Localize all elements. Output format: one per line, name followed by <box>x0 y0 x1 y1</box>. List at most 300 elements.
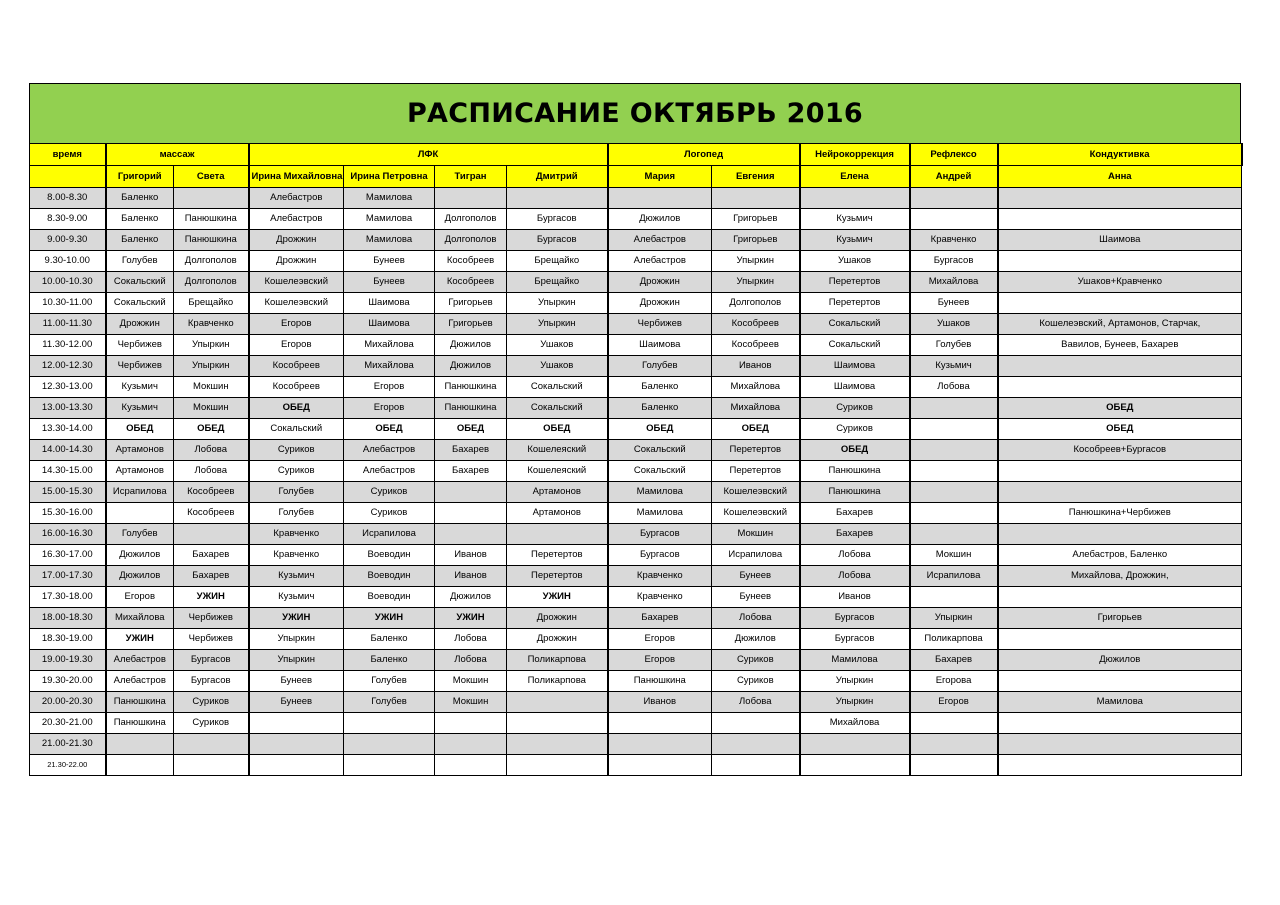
table-cell: Шаимова <box>800 356 910 377</box>
table-cell: Мамилова <box>344 188 435 209</box>
table-cell: Бахарев <box>435 461 507 482</box>
table-cell: Вавилов, Бунеев, Бахарев <box>998 335 1242 356</box>
table-cell <box>507 188 608 209</box>
table-cell: Шаимова <box>608 335 712 356</box>
table-cell: Алебастров <box>608 230 712 251</box>
table-cell: Бахарев <box>608 608 712 629</box>
time-cell: 10.30-11.00 <box>30 293 106 314</box>
table-cell: ОБЕД <box>106 419 174 440</box>
table-cell: Панюшкина <box>435 398 507 419</box>
table-cell: Кравченко <box>249 524 344 545</box>
staff-header-cell: Анна <box>998 166 1242 188</box>
table-cell: Упыркин <box>910 608 998 629</box>
table-cell <box>435 713 507 734</box>
table-cell: Дюжилов <box>106 545 174 566</box>
table-cell: Бунеев <box>344 251 435 272</box>
table-cell: Егоров <box>106 587 174 608</box>
table-cell: Долгополов <box>712 293 800 314</box>
table-cell: Баленко <box>608 398 712 419</box>
group-header-cell: Нейрокоррекция <box>800 144 910 166</box>
table-cell: Кузьмич <box>800 209 910 230</box>
table-cell: Исрапилова <box>344 524 435 545</box>
table-cell: Дюжилов <box>435 335 507 356</box>
table-cell <box>998 587 1242 608</box>
table-cell: Артамонов <box>106 440 174 461</box>
table-cell: Михайлова, Дрожжин, <box>998 566 1242 587</box>
table-cell: Бахарев <box>174 545 249 566</box>
table-cell: Егоров <box>249 335 344 356</box>
table-cell: Чербижев <box>174 629 249 650</box>
table-cell: Кособреев+Бургасов <box>998 440 1242 461</box>
table-cell: Воеводин <box>344 587 435 608</box>
table-cell: УЖИН <box>507 587 608 608</box>
table-cell: Суриков <box>174 692 249 713</box>
table-cell: Голубев <box>106 524 174 545</box>
table-row <box>30 566 1242 587</box>
table-cell: Кошелеяский <box>507 440 608 461</box>
table-cell: Шаимова <box>800 377 910 398</box>
table-row <box>30 188 1242 209</box>
table-cell: Сокальский <box>106 293 174 314</box>
table-cell: Иванов <box>435 545 507 566</box>
table-cell: Голубев <box>344 671 435 692</box>
table-cell <box>998 251 1242 272</box>
table-cell: Бургасов <box>507 230 608 251</box>
table-cell: Бургасов <box>174 671 249 692</box>
table-row <box>30 314 1242 335</box>
table-cell: Алебастров <box>106 650 174 671</box>
table-cell <box>998 461 1242 482</box>
table-cell <box>608 188 712 209</box>
table-cell: Панюшкина <box>608 671 712 692</box>
table-cell <box>910 209 998 230</box>
table-cell: Суриков <box>249 461 344 482</box>
table-row <box>30 293 1242 314</box>
table-cell: ОБЕД <box>435 419 507 440</box>
table-cell: Артамонов <box>106 461 174 482</box>
table-cell: Егоров <box>249 314 344 335</box>
table-row <box>30 482 1242 503</box>
table-row <box>30 377 1242 398</box>
table-cell <box>174 524 249 545</box>
table-cell <box>106 755 174 776</box>
table-cell: Лобова <box>435 629 507 650</box>
time-cell: 21.00-21.30 <box>30 734 106 755</box>
table-cell: Кособреев <box>174 482 249 503</box>
table-cell: Лобова <box>712 692 800 713</box>
table-cell: Бургасов <box>800 629 910 650</box>
table-cell: Егоров <box>608 650 712 671</box>
table-cell: Сокальский <box>507 377 608 398</box>
table-cell <box>800 755 910 776</box>
table-cell: Упыркин <box>249 629 344 650</box>
table-row <box>30 650 1242 671</box>
table-cell: Голубев <box>344 692 435 713</box>
table-cell: Бунеев <box>712 566 800 587</box>
table-row <box>30 209 1242 230</box>
table-cell: Михайлова <box>800 713 910 734</box>
table-cell: Упыркин <box>174 356 249 377</box>
staff-header-cell: Ирина Михайловна <box>249 166 344 188</box>
group-header-cell: время <box>30 144 106 166</box>
table-cell: ОБЕД <box>998 419 1242 440</box>
table-cell: Бунеев <box>712 587 800 608</box>
table-cell: Поликарпова <box>507 650 608 671</box>
table-cell <box>910 734 998 755</box>
table-cell: Дрожжин <box>249 230 344 251</box>
table-cell: Алебастров, Баленко <box>998 545 1242 566</box>
table-cell: Кравченко <box>608 587 712 608</box>
table-cell: Суриков <box>249 440 344 461</box>
table-cell <box>344 734 435 755</box>
table-cell <box>998 755 1242 776</box>
table-cell: Михайлова <box>106 608 174 629</box>
table-cell: ОБЕД <box>800 440 910 461</box>
table-cell: Упыркин <box>800 671 910 692</box>
table-cell <box>910 524 998 545</box>
table-cell: Кравченко <box>910 230 998 251</box>
time-cell: 8.00-8.30 <box>30 188 106 209</box>
table-row <box>30 356 1242 377</box>
table-cell <box>998 524 1242 545</box>
table-cell: Мокшин <box>435 671 507 692</box>
table-cell: Ушаков <box>910 314 998 335</box>
table-cell: Мокшин <box>435 692 507 713</box>
table-cell: Суриков <box>712 650 800 671</box>
table-cell: Упыркин <box>507 314 608 335</box>
table-cell: Лобова <box>800 566 910 587</box>
table-cell: Егоров <box>344 377 435 398</box>
table-cell: Артамонов <box>507 503 608 524</box>
table-cell: Чербижев <box>608 314 712 335</box>
table-cell <box>507 692 608 713</box>
table-cell: Григорьев <box>712 230 800 251</box>
table-cell: ОБЕД <box>174 419 249 440</box>
table-row <box>30 524 1242 545</box>
time-cell: 17.30-18.00 <box>30 587 106 608</box>
table-cell: Кравченко <box>608 566 712 587</box>
time-cell: 16.30-17.00 <box>30 545 106 566</box>
staff-header-cell: Григорий <box>106 166 174 188</box>
table-cell <box>249 755 344 776</box>
table-cell: Шаимова <box>344 314 435 335</box>
table-cell <box>174 734 249 755</box>
group-header-cell: Рефлексо <box>910 144 998 166</box>
table-cell: Панюшкина <box>106 713 174 734</box>
table-cell: Кошелеэвский <box>712 503 800 524</box>
table-cell: Дрожжин <box>106 314 174 335</box>
table-cell: Григорьев <box>435 314 507 335</box>
table-cell: Баленко <box>106 209 174 230</box>
table-cell: Михайлова <box>712 377 800 398</box>
table-cell: Упыркин <box>712 251 800 272</box>
table-cell: Панюшкина <box>174 230 249 251</box>
table-cell: Долгополов <box>174 251 249 272</box>
staff-header-cell: Евгения <box>712 166 800 188</box>
table-cell: Кособреев <box>712 314 800 335</box>
title-bar <box>29 83 1241 143</box>
time-cell: 9.00-9.30 <box>30 230 106 251</box>
table-cell <box>249 713 344 734</box>
table-cell: Панюшкина <box>800 482 910 503</box>
table-cell: Упыркин <box>507 293 608 314</box>
table-cell: Михайлова <box>344 335 435 356</box>
table-cell: Панюшкина <box>174 209 249 230</box>
table-cell: Дрожжин <box>249 251 344 272</box>
table-cell: Алебастров <box>344 461 435 482</box>
table-cell <box>800 734 910 755</box>
table-cell: УЖИН <box>106 629 174 650</box>
schedule-body <box>30 144 1242 776</box>
staff-header-row <box>30 166 1242 188</box>
table-row <box>30 503 1242 524</box>
table-cell: Кузьмич <box>800 230 910 251</box>
table-cell: Сокальский <box>249 419 344 440</box>
table-cell: Баленко <box>106 188 174 209</box>
table-cell <box>998 671 1242 692</box>
table-cell <box>910 419 998 440</box>
table-cell: Баленко <box>344 650 435 671</box>
table-cell: Иванов <box>800 587 910 608</box>
table-cell: Бунеев <box>344 272 435 293</box>
time-cell: 11.00-11.30 <box>30 314 106 335</box>
table-cell <box>712 188 800 209</box>
table-cell: Панюшкина+Чербижев <box>998 503 1242 524</box>
table-cell: Исрапилова <box>106 482 174 503</box>
table-cell <box>608 755 712 776</box>
time-cell: 18.30-19.00 <box>30 629 106 650</box>
table-cell: Кошелеэвский, Артамонов, Старчак, <box>998 314 1242 335</box>
table-cell: Лобова <box>174 461 249 482</box>
table-cell <box>998 188 1242 209</box>
staff-header-cell <box>30 166 106 188</box>
table-cell: Мамилова <box>998 692 1242 713</box>
time-cell: 9.30-10.00 <box>30 251 106 272</box>
table-cell: Мокшин <box>712 524 800 545</box>
table-cell: Суриков <box>800 398 910 419</box>
table-cell: Егоров <box>910 692 998 713</box>
table-cell: Кособреев <box>435 272 507 293</box>
time-cell: 19.30-20.00 <box>30 671 106 692</box>
time-cell: 13.00-13.30 <box>30 398 106 419</box>
staff-header-cell: Елена <box>800 166 910 188</box>
schedule-table <box>29 143 1243 776</box>
table-cell: Брещайко <box>507 251 608 272</box>
table-cell: ОБЕД <box>998 398 1242 419</box>
table-cell: Алебастров <box>249 209 344 230</box>
table-cell <box>998 734 1242 755</box>
table-cell: Дюжилов <box>435 356 507 377</box>
table-cell: Кособреев <box>712 335 800 356</box>
table-cell: Долгополов <box>435 209 507 230</box>
table-row <box>30 587 1242 608</box>
table-cell: Голубев <box>249 503 344 524</box>
time-cell: 8.30-9.00 <box>30 209 106 230</box>
table-cell: Кравченко <box>174 314 249 335</box>
table-row <box>30 230 1242 251</box>
table-cell <box>910 440 998 461</box>
table-cell: Упыркин <box>249 650 344 671</box>
table-row <box>30 461 1242 482</box>
time-cell: 15.00-15.30 <box>30 482 106 503</box>
table-cell: Мамилова <box>800 650 910 671</box>
time-cell: 10.00-10.30 <box>30 272 106 293</box>
table-cell: Суриков <box>344 503 435 524</box>
group-header-cell: Логопед <box>608 144 800 166</box>
table-cell: Дрожжин <box>608 293 712 314</box>
table-cell: ОБЕД <box>608 419 712 440</box>
table-cell: Артамонов <box>507 482 608 503</box>
table-cell: Кособреев <box>435 251 507 272</box>
table-cell <box>998 293 1242 314</box>
table-cell: Бургасов <box>910 251 998 272</box>
table-cell: Голубев <box>608 356 712 377</box>
table-cell: Бахарев <box>174 566 249 587</box>
table-cell: Бунеев <box>249 692 344 713</box>
table-row <box>30 692 1242 713</box>
table-cell: Исрапилова <box>910 566 998 587</box>
table-cell: Михайлова <box>910 272 998 293</box>
time-cell: 18.00-18.30 <box>30 608 106 629</box>
table-cell: Мамилова <box>608 503 712 524</box>
group-header-cell: массаж <box>106 144 249 166</box>
table-cell: Суриков <box>800 419 910 440</box>
table-cell <box>249 734 344 755</box>
table-cell: Бургасов <box>608 524 712 545</box>
table-cell: Суриков <box>712 671 800 692</box>
table-cell: Бургасов <box>800 608 910 629</box>
group-header-cell: ЛФК <box>249 144 608 166</box>
table-cell: Баленко <box>608 377 712 398</box>
time-cell: 21.30-22.00 <box>30 755 106 776</box>
table-cell: Егоров <box>608 629 712 650</box>
table-cell: Чербижев <box>174 608 249 629</box>
table-cell: Исрапилова <box>712 545 800 566</box>
table-row <box>30 398 1242 419</box>
table-cell: ОБЕД <box>249 398 344 419</box>
table-cell <box>435 524 507 545</box>
time-cell: 20.00-20.30 <box>30 692 106 713</box>
time-cell: 15.30-16.00 <box>30 503 106 524</box>
table-cell <box>998 209 1242 230</box>
table-cell: Дюжилов <box>608 209 712 230</box>
table-cell: Бургасов <box>608 545 712 566</box>
table-cell: Суриков <box>344 482 435 503</box>
table-cell <box>608 734 712 755</box>
table-cell: Алебастров <box>608 251 712 272</box>
table-cell: Алебастров <box>344 440 435 461</box>
table-cell <box>910 503 998 524</box>
time-cell: 14.30-15.00 <box>30 461 106 482</box>
table-cell: Долгополов <box>174 272 249 293</box>
table-cell: Дрожжин <box>608 272 712 293</box>
table-cell: Голубев <box>249 482 344 503</box>
table-cell: Воеводин <box>344 566 435 587</box>
table-cell: Алебастров <box>249 188 344 209</box>
table-cell <box>507 713 608 734</box>
staff-header-cell: Тигран <box>435 166 507 188</box>
table-cell <box>435 188 507 209</box>
table-cell: Баленко <box>106 230 174 251</box>
table-cell: Иванов <box>608 692 712 713</box>
table-cell: Сокальский <box>800 314 910 335</box>
table-cell: Перетертов <box>507 545 608 566</box>
table-cell <box>910 482 998 503</box>
time-cell: 12.30-13.00 <box>30 377 106 398</box>
table-cell <box>712 755 800 776</box>
table-cell <box>998 713 1242 734</box>
table-cell: Григорьев <box>435 293 507 314</box>
table-cell <box>507 755 608 776</box>
table-cell: Сокальский <box>608 461 712 482</box>
table-cell <box>998 356 1242 377</box>
table-cell: Баленко <box>344 629 435 650</box>
table-cell: Панюшкина <box>800 461 910 482</box>
time-cell: 19.00-19.30 <box>30 650 106 671</box>
table-row <box>30 629 1242 650</box>
table-cell: Кошелеэвский <box>249 272 344 293</box>
table-cell <box>435 503 507 524</box>
table-cell: Кравченко <box>249 545 344 566</box>
table-cell: ОБЕД <box>344 419 435 440</box>
table-cell: Упыркин <box>174 335 249 356</box>
table-cell: Кособреев <box>174 503 249 524</box>
table-cell: Дюжилов <box>712 629 800 650</box>
table-cell <box>998 629 1242 650</box>
table-cell: Панюшкина <box>435 377 507 398</box>
staff-header-cell: Андрей <box>910 166 998 188</box>
staff-header-cell: Ирина Петровна <box>344 166 435 188</box>
table-cell: Бахарев <box>910 650 998 671</box>
table-cell: Шаимова <box>998 230 1242 251</box>
table-cell <box>106 503 174 524</box>
table-cell <box>910 587 998 608</box>
table-cell: Кошелеяский <box>507 461 608 482</box>
table-cell: Кузьмич <box>910 356 998 377</box>
table-cell: Поликарпова <box>507 671 608 692</box>
table-cell: УЖИН <box>435 608 507 629</box>
table-cell: Мамилова <box>344 209 435 230</box>
table-cell <box>435 734 507 755</box>
table-cell <box>910 461 998 482</box>
table-cell: Дюжилов <box>435 587 507 608</box>
table-cell <box>608 713 712 734</box>
table-cell: Алебастров <box>106 671 174 692</box>
table-cell: Михайлова <box>712 398 800 419</box>
table-cell: Перетертов <box>507 566 608 587</box>
table-cell: Голубев <box>106 251 174 272</box>
table-row <box>30 713 1242 734</box>
table-cell: Перетертов <box>712 440 800 461</box>
staff-header-cell: Мария <box>608 166 712 188</box>
table-cell: Бахарев <box>800 524 910 545</box>
table-cell: Лобова <box>435 650 507 671</box>
table-cell: Григорьев <box>998 608 1242 629</box>
table-row <box>30 755 1242 776</box>
time-cell: 11.30-12.00 <box>30 335 106 356</box>
table-cell: Егоров <box>344 398 435 419</box>
table-cell <box>998 482 1242 503</box>
table-cell: Чербижев <box>106 356 174 377</box>
table-cell: Мамилова <box>608 482 712 503</box>
table-row <box>30 608 1242 629</box>
table-cell <box>800 188 910 209</box>
table-cell: Кузьмич <box>249 587 344 608</box>
table-cell: Бахарев <box>800 503 910 524</box>
table-cell <box>435 482 507 503</box>
table-row <box>30 545 1242 566</box>
table-cell: Егорова <box>910 671 998 692</box>
